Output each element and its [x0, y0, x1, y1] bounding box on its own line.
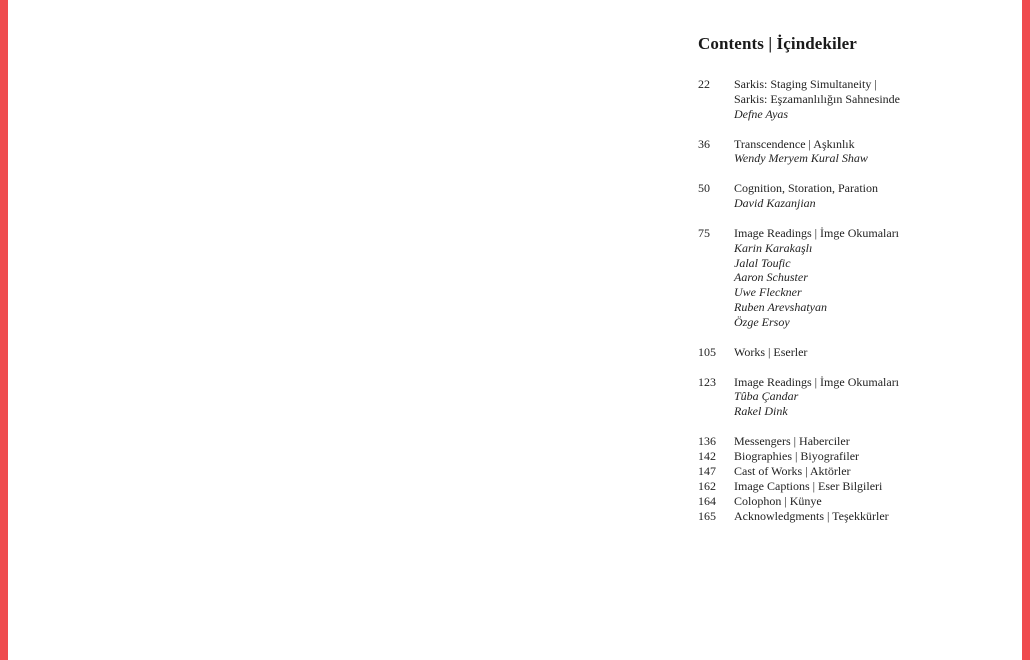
entry-title: Image Readings | İmge Okumaları: [734, 374, 900, 389]
entry-author: Jalal Toufic: [734, 255, 791, 270]
page-number: 136: [698, 434, 716, 449]
page-number: 165: [698, 508, 716, 523]
page-number: 142: [698, 449, 716, 463]
entry-body: [734, 181, 1018, 211]
toc-entry: [698, 137, 1018, 167]
toc-entry: [698, 464, 1018, 479]
entry-body: [734, 77, 1018, 122]
entry-title: Sarkis: Staging Simultaneity |: [734, 77, 877, 91]
entry-title: Colophon | Künye: [734, 493, 822, 508]
entry-body: [734, 137, 1018, 167]
entry-author: Wendy Meryem Kural Shaw: [734, 151, 868, 166]
entry-body: [734, 464, 1018, 479]
toc-entry: [698, 375, 1018, 420]
page-number: 36: [698, 136, 710, 151]
entry-title: Image Captions | Eser Bilgileri: [734, 478, 883, 493]
entry-author: David Kazanjian: [734, 196, 816, 211]
toc-entry: [698, 77, 1018, 122]
entry-body: [734, 494, 1018, 509]
entry-title: Image Readings | İmge Okumaları: [734, 225, 900, 240]
toc-entries: [698, 77, 1018, 524]
toc-entry: [698, 434, 1018, 449]
entry-body: [734, 345, 1018, 360]
page-number: 50: [698, 181, 710, 196]
entry-author: Aaron Schuster: [734, 270, 808, 285]
entry-author: Tûba Çandar: [734, 389, 799, 404]
entry-title: Messengers | Haberciler: [734, 434, 850, 449]
page-number: 164: [698, 493, 716, 508]
toc-entry: [698, 449, 1018, 464]
entry-author: Uwe Fleckner: [734, 285, 802, 300]
entry-body: [734, 479, 1018, 494]
entry-title: Works | Eserler: [734, 344, 808, 359]
page-number: 22: [698, 77, 710, 91]
entry-title: Sarkis: Eşzamanlılığın Sahnesinde: [734, 91, 900, 106]
entry-title: Cast of Works | Aktörler: [734, 463, 851, 478]
toc-entry: [698, 509, 1018, 524]
toc-entry: [698, 494, 1018, 509]
page-number: 75: [698, 225, 710, 240]
entry-body: [734, 509, 1018, 524]
entry-title: Cognition, Storation, Paration: [734, 181, 878, 196]
entry-title: Biographies | Biyografiler: [734, 449, 860, 463]
page-number: 147: [698, 463, 716, 478]
toc-entry: [698, 181, 1018, 211]
page-number: 105: [698, 344, 716, 359]
entry-body: [734, 449, 1018, 464]
toc-entry: [698, 345, 1018, 360]
entry-author: Rakel Dink: [734, 404, 788, 419]
page-number: 162: [698, 478, 716, 493]
book-spread: [8, 0, 1022, 660]
entry-body: [734, 434, 1018, 449]
page-number: 123: [698, 374, 716, 389]
entry-body: [734, 226, 1018, 330]
entry-author: Defne Ayas: [734, 106, 789, 121]
entry-title: Acknowledgments | Teşekkürler: [734, 508, 889, 523]
entry-title: Transcendence | Aşkınlık: [734, 136, 855, 151]
table-of-contents: [698, 32, 1018, 524]
left-red-border: [0, 0, 8, 660]
toc-entry: [698, 479, 1018, 494]
toc-entry: [698, 226, 1018, 330]
entry-body: [734, 375, 1018, 420]
entry-author: Özge Ersoy: [734, 315, 790, 330]
entry-author: Ruben Arevshatyan: [734, 300, 827, 315]
toc-title: Contents | İçindekiler: [698, 34, 857, 53]
entry-author: Karin Karakaşlı: [734, 240, 813, 255]
right-red-border: [1022, 0, 1030, 660]
